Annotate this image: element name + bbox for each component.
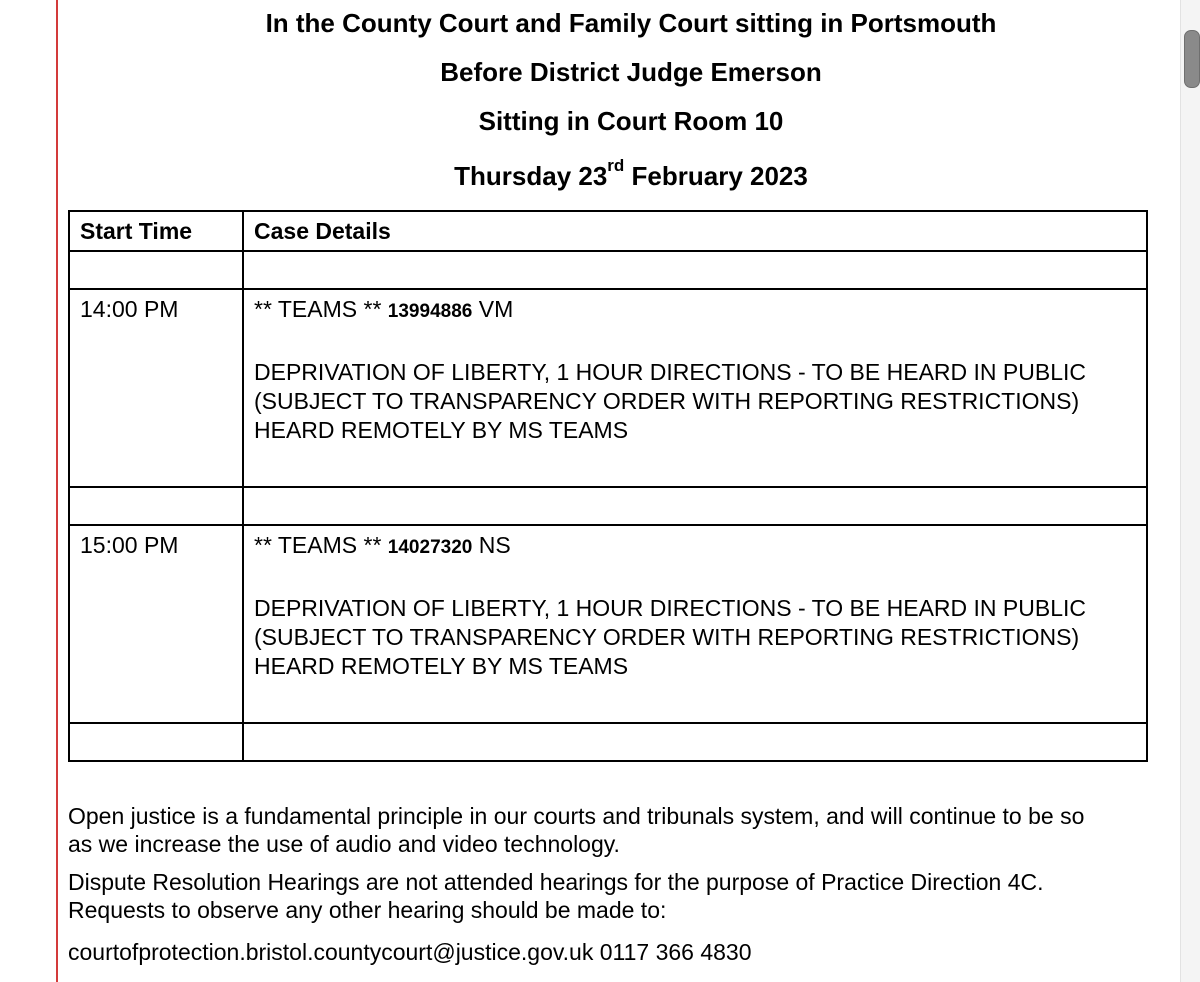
dispute-resolution-paragraph: [68, 868, 1200, 924]
start-time-header: Start Time: [69, 211, 243, 251]
spacer-cell: [69, 723, 243, 761]
spacer-cell: [69, 487, 243, 525]
case-remote-note: HEARD REMOTELY BY MS TEAMS: [254, 417, 629, 443]
room-title: Sitting in Court Room 10: [478, 106, 784, 136]
case-prefix: ** TEAMS **: [254, 296, 388, 322]
date-rest: February 2023: [624, 161, 808, 191]
case-start-time: 14:00 PM: [69, 289, 243, 487]
scrollbar-thumb[interactable]: [1184, 30, 1200, 88]
hearing-table: [68, 210, 1148, 762]
case-start-time: 15:00 PM: [69, 525, 243, 723]
case-details: [243, 525, 1147, 723]
spacer-cell: [69, 251, 243, 289]
spacer-cell: [243, 487, 1147, 525]
case-details: [243, 289, 1147, 487]
court-title: In the County Court and Family Court sitting in Portsmouth: [265, 8, 997, 38]
table-row: [69, 289, 1147, 487]
case-description: DEPRIVATION OF LIBERTY, 1 HOUR DIRECTIONS - TO BE HEARD IN PUBLIC (SUBJECT TO TRANSPARENCY ORDER WITH REPORTING RESTRICTIONS): [254, 359, 1086, 414]
case-description: DEPRIVATION OF LIBERTY, 1 HOUR DIRECTIONS - TO BE HEARD IN PUBLIC (SUBJECT TO TRANSPARENCY ORDER WITH REPORTING RESTRICTIONS): [254, 595, 1086, 650]
table-row: [69, 525, 1147, 723]
table-spacer-row: [69, 251, 1147, 289]
contact-line: courtofprotection.bristol.countycourt@justice.gov.uk 0117 366 4830: [68, 939, 752, 965]
spacer-cell: [243, 251, 1147, 289]
table-spacer-row: [69, 723, 1147, 761]
dispute-line-2: Requests to observe any other hearing should be made to:: [68, 897, 667, 923]
case-initials: NS: [472, 532, 511, 558]
table-spacer-row: [69, 487, 1147, 525]
case-reference: [254, 294, 1136, 330]
judge-title: Before District Judge Emerson: [440, 57, 822, 87]
table-header-row: [69, 211, 1147, 251]
case-details-header: Case Details: [243, 211, 1147, 251]
case-remote-note: HEARD REMOTELY BY MS TEAMS: [254, 653, 629, 679]
dispute-line-1: Dispute Resolution Hearings are not attended hearings for the purpose of Practice Direction 4C.: [68, 869, 1044, 895]
case-prefix: ** TEAMS **: [254, 532, 388, 558]
open-justice-paragraph: [68, 802, 1200, 858]
scrollbar-track[interactable]: [1180, 0, 1200, 982]
case-number: 14027320: [387, 537, 473, 558]
case-number: 13994886: [387, 301, 473, 322]
date-suffix: rd: [607, 156, 625, 175]
case-initials: VM: [472, 296, 514, 322]
case-reference: [254, 530, 1136, 566]
date-day: Thursday 23: [454, 161, 608, 191]
margin-rule: [56, 0, 58, 982]
notes-section: [68, 802, 1200, 976]
open-justice-line-1: Open justice is a fundamental principle in our courts and tribunals system, and will continue to be so: [68, 803, 1085, 829]
listing-date: [0, 156, 1200, 191]
spacer-cell: [243, 723, 1147, 761]
open-justice-line-2: as we increase the use of audio and video technology.: [68, 831, 620, 857]
